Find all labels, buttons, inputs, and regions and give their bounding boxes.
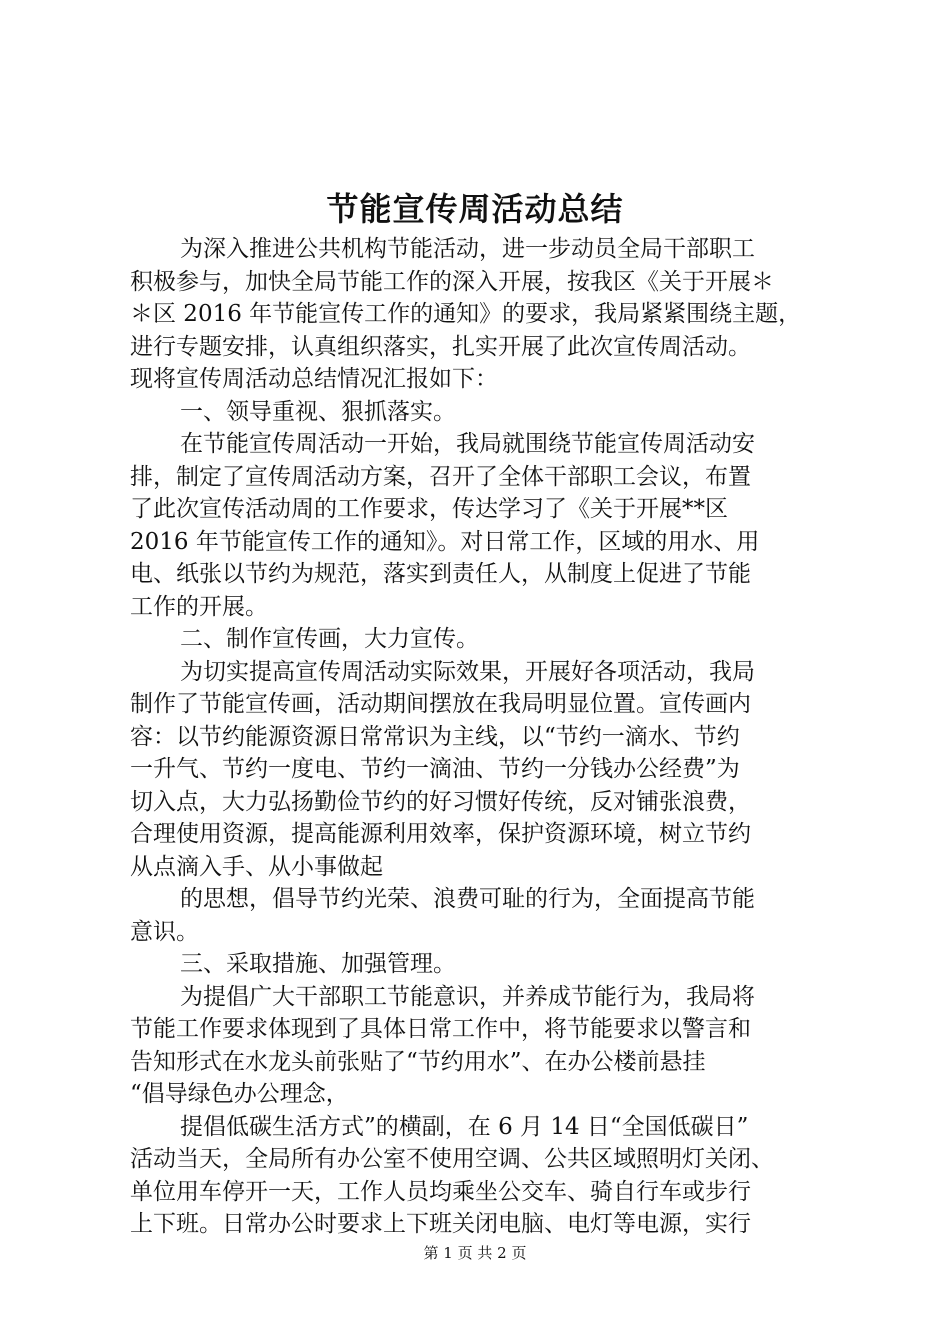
text-line: 为提倡广大干部职工节能意识，并养成节能行为，我局将 xyxy=(180,983,755,1010)
text-line: 提倡低碳生活方式”的横副，在 6 月 14 日“全国低碳日” xyxy=(180,1113,749,1140)
text-line: 二、制作宣传画，大力宣传。 xyxy=(180,626,479,652)
text-line: 的思想，倡导节约光荣、浪费可耻的行为，全面提高节能 xyxy=(180,886,755,912)
text-line: 容：以节约能源资源日常常识为主线，以“节约一滴水、节约 xyxy=(130,723,740,750)
text-line: 一升气、节约一度电、节约一滴油、节约一分钱办公经费”为 xyxy=(130,756,740,782)
text-line: 电、纸张以节约为规范，落实到责任人，从制度上促进了节能 xyxy=(130,561,751,587)
text-line: 排，制定了宣传周活动方案，召开了全体干部职工会议，布置 xyxy=(130,463,751,490)
text-line: 积极参与，加快全局节能工作的深入开展，按我区《关于开展＊ xyxy=(130,268,774,295)
text-line: 意识。 xyxy=(130,918,199,945)
text-line: 了此次宣传活动周的工作要求，传达学习了《关于开展**区 xyxy=(130,496,728,522)
text-line: “倡导绿色办公理念， xyxy=(130,1081,349,1107)
text-line: 进行专题安排，认真组织落实，扎实开展了此次宣传周活动。 xyxy=(130,333,751,360)
text-line: 制作了节能宣传画，活动期间摆放在我局明显位置。宣传画内 xyxy=(130,691,751,717)
text-line: 工作的开展。 xyxy=(130,593,268,620)
text-line: 告知形式在水龙头前张贴了“节约用水”、在办公楼前悬挂 xyxy=(130,1048,706,1075)
text-line: 现将宣传周活动总结情况汇报如下： xyxy=(130,366,498,392)
text-line: 2016 年节能宣传工作的通知》。对日常工作，区域的用水、用 xyxy=(130,528,760,555)
text-line: 切入点，大力弘扬勤俭节约的好习惯好传统，反对铺张浪费， xyxy=(130,788,751,815)
text-line: 为深入推进公共机构节能活动，进一步动员全局干部职工 xyxy=(180,236,755,262)
text-line: 活动当天，全局所有办公室不使用空调、公共区域照明灯关闭、 xyxy=(130,1146,774,1172)
text-line: 一、领导重视、狠抓落实。 xyxy=(180,398,456,425)
text-line: 在节能宣传周活动一开始，我局就围绕节能宣传周活动安 xyxy=(180,431,755,457)
text-line: 上下班。日常办公时要求上下班关闭电脑、电灯等电源，实行 xyxy=(130,1211,751,1237)
text-line: 从点滴入手、从小事做起 xyxy=(130,853,383,880)
document-body xyxy=(130,233,833,1241)
document-title: 节能宣传周活动总结 xyxy=(326,190,624,228)
page-footer: 第 1 页 共 2 页 xyxy=(423,1244,527,1262)
text-line: 三、采取措施、加强管理。 xyxy=(180,951,456,977)
text-line: 单位用车停开一天，工作人员均乘坐公交车、骑自行车或步行 xyxy=(130,1178,751,1205)
text-line: 为切实提高宣传周活动实际效果，开展好各项活动，我局 xyxy=(180,658,755,685)
text-line: 节能工作要求体现到了具体日常工作中，将节能要求以警言和 xyxy=(130,1016,751,1042)
text-line: ＊区 2016 年节能宣传工作的通知》的要求，我局紧紧围绕主题， xyxy=(130,301,802,327)
text-line: 合理使用资源，提高能源利用效率，保护资源环境，树立节约 xyxy=(130,821,751,847)
